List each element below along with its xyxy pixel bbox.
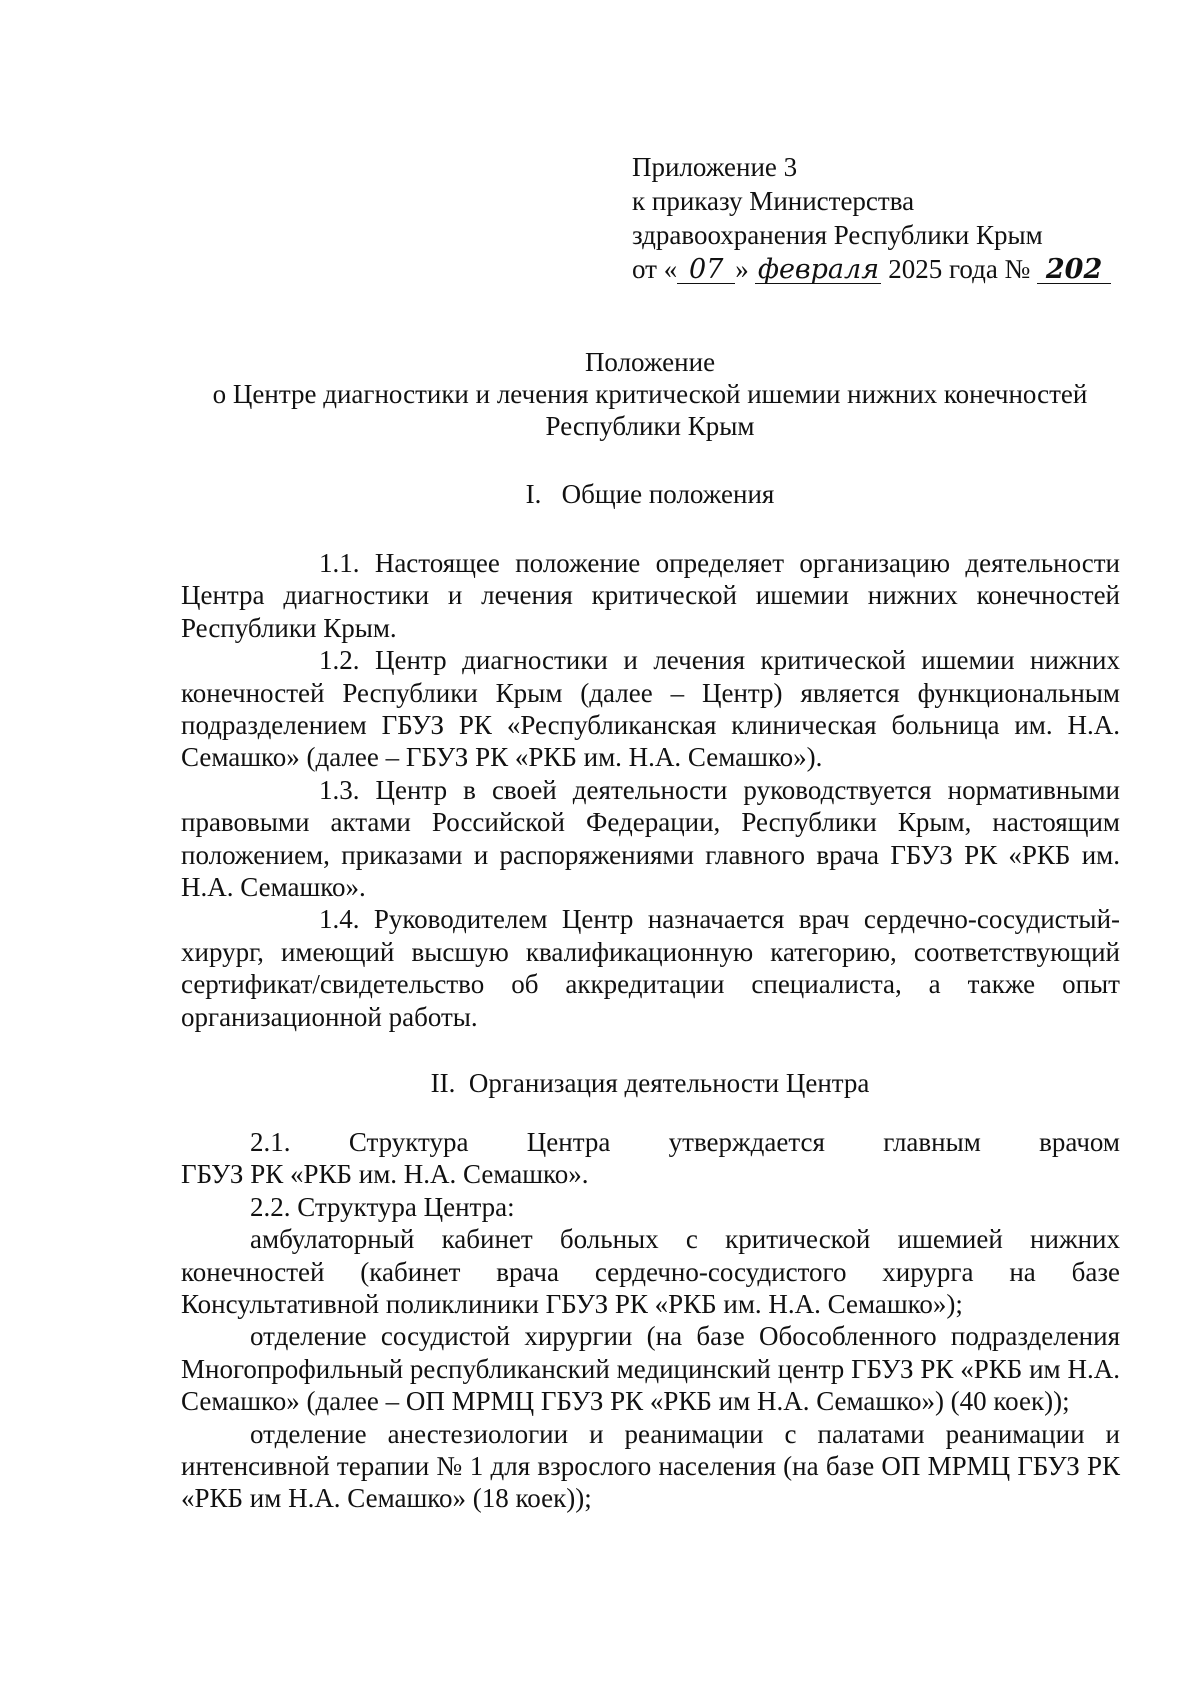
document-title xyxy=(180,346,1120,442)
paragraph-word: врачом xyxy=(1039,1127,1120,1157)
section-2-heading xyxy=(180,1067,1120,1099)
date-year: 2025 года № xyxy=(888,254,1031,284)
paragraph: 2.2. Структура Центра: xyxy=(250,1191,515,1222)
section-2-body xyxy=(181,1126,1120,1515)
list-item: амбулаторный кабинет больных с критической ишемией нижних конечностей (кабинет врача сердечно-сосудистого хирурга на базе Консультативной поликлиники ГБУЗ РК «РКБ им. Н.А. Семашко»); xyxy=(181,1224,1120,1320)
list-item: отделение сосудистой хирургии (на базе Обособленного подразделения Многопрофильный республиканский медицинский центр ГБУЗ РК «РКБ им Н.А. Семашко» (далее – ОП МРМЦ ГБУЗ РК «РКБ им Н.А. Семашко») (40 коек)); xyxy=(181,1321,1120,1417)
paragraph xyxy=(181,547,1120,644)
paragraph-number: 1.4. xyxy=(319,904,360,935)
handwritten-order-number: 202 xyxy=(1037,257,1111,284)
title-line: Положение xyxy=(584,347,716,377)
paragraph-number: 1.2. xyxy=(319,645,360,676)
annex-date-line xyxy=(632,252,1111,286)
annex-line: к приказу Министерства xyxy=(632,186,915,216)
title-line: о Центре диагностики и лечения критической ишемии нижних конечностей xyxy=(212,379,1088,409)
section-1-body xyxy=(181,547,1120,1033)
paragraph-word: Центра xyxy=(526,1127,611,1157)
paragraph-text: Центр в своей деятельности руководствуется нормативными правовыми актами Российской Федерации, Республики Крым, настоящим положением, приказами и распоряжениями главного врача ГБУЗ РК «РКБ им. Н.А. Семашко». xyxy=(181,774,1120,903)
section-numeral: II. xyxy=(430,1068,456,1098)
list-item: отделение анестезиологии и реанимации с палатами реанимации и интенсивной терапии № 1 для взрослого населения (на базе ОП МРМЦ ГБУЗ РК «РКБ им Н.А. Семашко» (18 коек)); xyxy=(181,1418,1120,1514)
handwritten-day: 07 xyxy=(677,257,735,284)
paragraph-text: Настоящее положение определяет организацию деятельности Центра диагностики и лечения критической ишемии нижних конечностей Республики Крым. xyxy=(181,548,1120,643)
date-prefix: от « xyxy=(632,254,678,284)
paragraph-2-1-line xyxy=(181,1126,1120,1158)
paragraph-word: Структура xyxy=(348,1127,469,1157)
section-title: Организация деятельности Центра xyxy=(468,1068,870,1098)
section-title: Общие положения xyxy=(561,479,775,509)
paragraph xyxy=(181,903,1120,1033)
handwritten-month: февраля xyxy=(755,257,881,284)
section-1-heading xyxy=(180,478,1120,510)
annex-line: Приложение 3 xyxy=(632,152,798,182)
paragraph-number: 1.3. xyxy=(319,774,360,805)
paragraph-text: Центр диагностики и лечения критической ишемии нижних конечностей Республики Крым (далее – Центр) является функциональным подразделением ГБУЗ РК «Республиканская клиническая больница им. Н.А. Семашко» (далее – ГБУЗ РК «РКБ им. Н.А. Семашко»). xyxy=(181,645,1121,773)
paragraph-word: утверждается xyxy=(668,1127,825,1157)
title-line: Республики Крым xyxy=(545,411,755,441)
section-numeral: I. xyxy=(525,479,542,509)
paragraph xyxy=(181,644,1120,774)
annex-line: здравоохранения Республики Крым xyxy=(632,220,1043,250)
annex-header xyxy=(632,150,1111,286)
date-mid: » xyxy=(735,254,749,284)
paragraph-number: 1.1. xyxy=(319,548,360,578)
paragraph-text: Руководителем Центр назначается врач сердечно-сосудистый-хирург, имеющий высшую квалификационную категорию, соответствующий сертификат/свидетельство об аккредитации специалиста, а также опыт организационной работы. xyxy=(181,904,1121,1032)
paragraph-2-1-rest: ГБУЗ РК «РКБ им. Н.А. Семашко». xyxy=(181,1159,589,1190)
paragraph-number: 2.1. xyxy=(250,1127,291,1157)
paragraph xyxy=(181,774,1120,904)
paragraph-word: главным xyxy=(883,1127,981,1157)
